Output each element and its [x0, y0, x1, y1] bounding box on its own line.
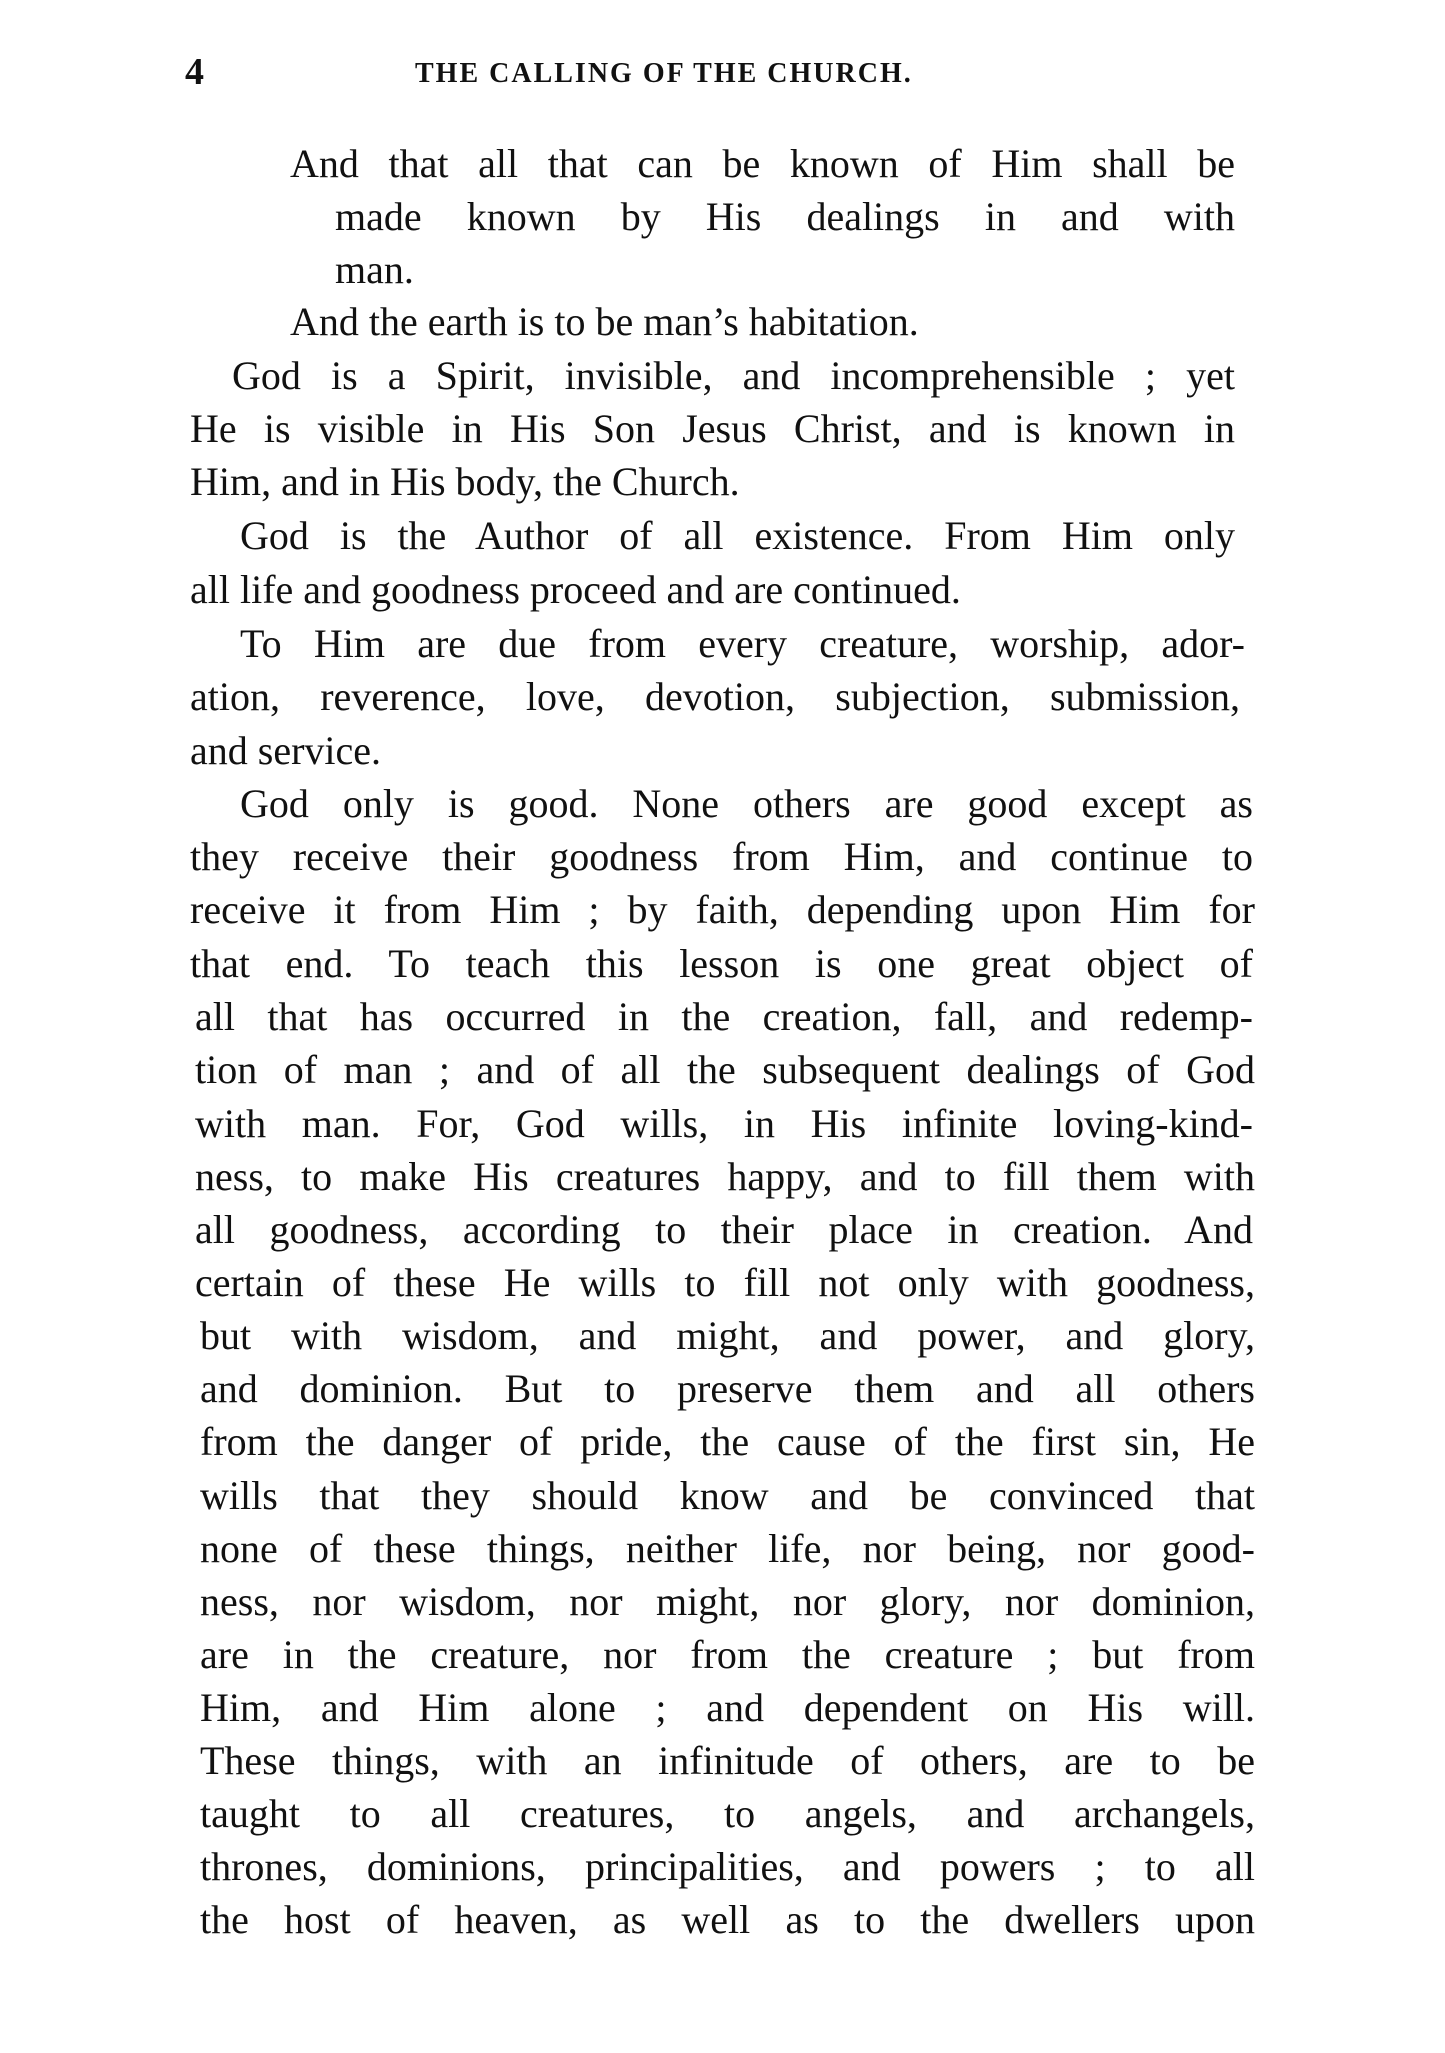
text-line: the host of heaven, as well as to the dwellers upon: [200, 1897, 1255, 1942]
text-line: God is the Author of all existence. From Him only: [240, 513, 1235, 558]
text-line: To Him are due from every creature, worship, ador-: [240, 621, 1245, 666]
text-line: from the danger of pride, the cause of the first sin, He: [200, 1419, 1255, 1464]
text-line: He is visible in His Son Jesus Christ, and is known in: [190, 406, 1235, 451]
text-line: thrones, dominions, principalities, and powers ; to all: [200, 1844, 1255, 1889]
text-line: but with wisdom, and might, and power, and glory,: [200, 1313, 1255, 1358]
text-line: Him, and Him alone ; and dependent on His will.: [200, 1685, 1255, 1730]
text-line: made known by His dealings in and with: [335, 194, 1235, 239]
text-line: with man. For, God wills, in His infinite loving-kind-: [195, 1101, 1253, 1146]
text-line: ation, reverence, love, devotion, subjection, submission,: [190, 674, 1240, 719]
text-line: wills that they should know and be convinced that: [200, 1473, 1255, 1518]
text-line: all life and goodness proceed and are continued.: [190, 567, 961, 612]
text-line: that end. To teach this lesson is one great object of: [190, 941, 1253, 986]
text-line: all goodness, according to their place in creation. And: [195, 1207, 1253, 1252]
text-line: And the earth is to be man’s habitation.: [290, 299, 919, 344]
text-line: God only is good. None others are good except as: [240, 781, 1253, 826]
text-line: are in the creature, nor from the creature ; but from: [200, 1632, 1255, 1677]
text-line: taught to all creatures, to angels, and archangels,: [200, 1791, 1255, 1836]
text-line: ness, nor wisdom, nor might, nor glory, nor dominion,: [200, 1579, 1255, 1624]
text-line: none of these things, neither life, nor being, nor good-: [200, 1526, 1255, 1571]
text-line: man.: [335, 247, 414, 292]
text-line: and service.: [190, 728, 382, 773]
text-line: These things, with an infinitude of others, are to be: [200, 1738, 1255, 1783]
text-line: receive it from Him ; by faith, depending upon Him for: [190, 887, 1255, 932]
text-line: Him, and in His body, the Church.: [190, 459, 740, 504]
text-line: ness, to make His creatures happy, and to fill them with: [195, 1154, 1255, 1199]
text-line: and dominion. But to preserve them and all others: [200, 1366, 1255, 1411]
text-line: God is a Spirit, invisible, and incomprehensible ; yet: [232, 353, 1235, 398]
text-line: they receive their goodness from Him, and continue to: [190, 834, 1253, 879]
text-line: And that all that can be known of Him shall be: [290, 141, 1235, 186]
text-line: tion of man ; and of all the subsequent dealings of God: [195, 1047, 1255, 1092]
page-number: 4: [185, 51, 204, 93]
text-line: all that has occurred in the creation, fall, and redemp-: [195, 994, 1253, 1039]
running-title: THE CALLING OF THE CHURCH.: [415, 58, 913, 89]
text-line: certain of these He wills to fill not only with goodness,: [195, 1260, 1255, 1305]
